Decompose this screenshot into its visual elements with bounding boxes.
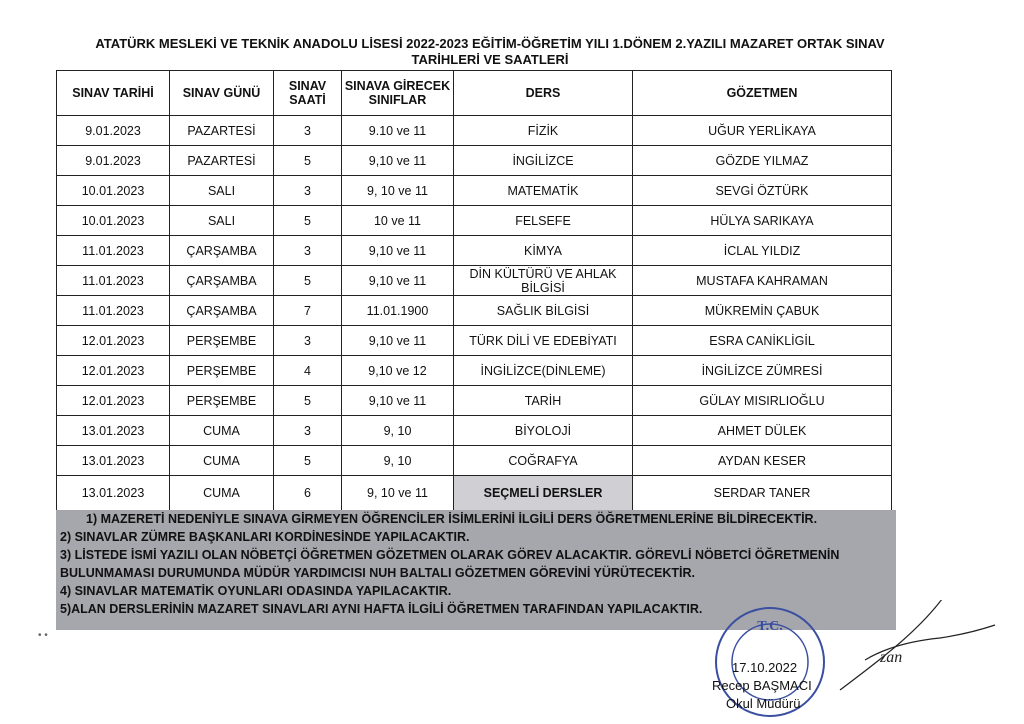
cell-course: DİN KÜLTÜRÜ VE AHLAK BİLGİSİ bbox=[454, 266, 633, 296]
cell-classes: 9,10 ve 12 bbox=[342, 356, 454, 386]
cell-proctor: AHMET DÜLEK bbox=[633, 416, 892, 446]
cell-day: CUMA bbox=[170, 446, 274, 476]
table-row bbox=[57, 146, 892, 176]
cell-classes: 9,10 ve 11 bbox=[342, 146, 454, 176]
signature-scribble: zan bbox=[880, 649, 903, 666]
table-row bbox=[57, 386, 892, 416]
cell-hour: 5 bbox=[274, 386, 342, 416]
table-row bbox=[57, 206, 892, 236]
cell-date: 13.01.2023 bbox=[57, 416, 170, 446]
cell-date: 11.01.2023 bbox=[57, 236, 170, 266]
col-header-course: DERS bbox=[454, 71, 633, 116]
table-row bbox=[57, 116, 892, 146]
table-header-row bbox=[57, 71, 892, 116]
cell-hour: 3 bbox=[274, 176, 342, 206]
cell-day: PERŞEMBE bbox=[170, 326, 274, 356]
cell-course: BİYOLOJİ bbox=[454, 416, 633, 446]
cell-course: İNGİLİZCE bbox=[454, 146, 633, 176]
note-3: 3) LİSTEDE İSMİ YAZILI OLAN NÖBETÇİ ÖĞRETMEN GÖZETMEN OLARAK GÖREV ALACAKTIR. GÖREVLİ NÖBETCİ ÖĞRETMENİN BULUNMAMASI DURUMUNDA MÜDÜR YARDIMCISI NUH BALTALI GÖZETMEN GÖREVİNİ YÜRÜTECEKTİR. bbox=[60, 548, 840, 580]
cell-classes: 9, 10 bbox=[342, 416, 454, 446]
cell-proctor: SERDAR TANER bbox=[633, 476, 892, 511]
cell-hour: 3 bbox=[274, 326, 342, 356]
cell-hour: 3 bbox=[274, 416, 342, 446]
cell-date: 12.01.2023 bbox=[57, 326, 170, 356]
cell-hour: 4 bbox=[274, 356, 342, 386]
cell-date: 13.01.2023 bbox=[57, 446, 170, 476]
cell-proctor: GÜLAY MISIRLIOĞLU bbox=[633, 386, 892, 416]
cell-course: TARİH bbox=[454, 386, 633, 416]
cell-course: SAĞLIK BİLGİSİ bbox=[454, 296, 633, 326]
cell-proctor: UĞUR YERLİKAYA bbox=[633, 116, 892, 146]
principal-role: Okul Müdürü bbox=[726, 696, 801, 711]
cell-course: TÜRK DİLİ VE EDEBİYATI bbox=[454, 326, 633, 356]
cell-date: 9.01.2023 bbox=[57, 146, 170, 176]
cell-course: İNGİLİZCE(DİNLEME) bbox=[454, 356, 633, 386]
cell-date: 9.01.2023 bbox=[57, 116, 170, 146]
signature-stroke-3 bbox=[940, 625, 995, 638]
cell-proctor: GÖZDE YILMAZ bbox=[633, 146, 892, 176]
title-line-1: ATATÜRK MESLEKİ VE TEKNİK ANADOLU LİSESİ 2022-2023 EĞİTİM-ÖĞRETİM YILI 1.DÖNEM 2.YAZILI MAZARET ORTAK SINAV bbox=[95, 36, 885, 51]
cell-hour: 3 bbox=[274, 116, 342, 146]
cell-course: COĞRAFYA bbox=[454, 446, 633, 476]
cell-proctor: İCLAL YILDIZ bbox=[633, 236, 892, 266]
cell-course: SEÇMELİ DERSLER bbox=[454, 476, 633, 511]
cell-classes: 9,10 ve 11 bbox=[342, 266, 454, 296]
col-header-hour: SINAV SAATİ bbox=[274, 71, 342, 116]
cell-hour: 5 bbox=[274, 206, 342, 236]
cell-date: 12.01.2023 bbox=[57, 356, 170, 386]
cell-proctor: İNGİLİZCE ZÜMRESİ bbox=[633, 356, 892, 386]
table-row bbox=[57, 236, 892, 266]
cell-classes: 9, 10 bbox=[342, 446, 454, 476]
cell-classes: 9, 10 ve 11 bbox=[342, 476, 454, 511]
cell-course: FİZİK bbox=[454, 116, 633, 146]
exam-schedule-table bbox=[56, 70, 892, 511]
cell-date: 13.01.2023 bbox=[57, 476, 170, 511]
cell-date: 11.01.2023 bbox=[57, 266, 170, 296]
title-line-2: TARİHLERİ VE SAATLERİ bbox=[411, 52, 569, 67]
cell-hour: 6 bbox=[274, 476, 342, 511]
col-header-proctor: GÖZETMEN bbox=[633, 71, 892, 116]
table-row bbox=[57, 356, 892, 386]
cell-classes: 11.01.1900 bbox=[342, 296, 454, 326]
cell-day: PERŞEMBE bbox=[170, 356, 274, 386]
cell-classes: 10 ve 11 bbox=[342, 206, 454, 236]
cell-proctor: MUSTAFA KAHRAMAN bbox=[633, 266, 892, 296]
cell-classes: 9,10 ve 11 bbox=[342, 236, 454, 266]
cell-day: ÇARŞAMBA bbox=[170, 296, 274, 326]
signature-stroke-1 bbox=[840, 600, 945, 690]
note-4: 4) SINAVLAR MATEMATİK OYUNLARI ODASINDA YAPILACAKTIR. bbox=[60, 584, 452, 598]
cell-classes: 9, 10 ve 11 bbox=[342, 176, 454, 206]
table-row bbox=[57, 326, 892, 356]
cell-hour: 3 bbox=[274, 236, 342, 266]
col-header-day: SINAV GÜNÜ bbox=[170, 71, 274, 116]
cell-hour: 5 bbox=[274, 446, 342, 476]
cell-day: ÇARŞAMBA bbox=[170, 236, 274, 266]
cell-day: ÇARŞAMBA bbox=[170, 266, 274, 296]
document-title bbox=[40, 36, 940, 68]
signature-date: 17.10.2022 bbox=[732, 660, 798, 675]
note-2: 2) SINAVLAR ZÜMRE BAŞKANLARI KORDİNESİNDE YAPILACAKTIR. bbox=[60, 530, 470, 544]
cell-course: FELSEFE bbox=[454, 206, 633, 236]
cell-course: MATEMATİK bbox=[454, 176, 633, 206]
cell-classes: 9,10 ve 11 bbox=[342, 326, 454, 356]
cell-hour: 5 bbox=[274, 146, 342, 176]
cell-course: KİMYA bbox=[454, 236, 633, 266]
table-row bbox=[57, 446, 892, 476]
scan-mark: • • bbox=[38, 630, 48, 641]
cell-day: CUMA bbox=[170, 476, 274, 511]
cell-proctor: ESRA CANİKLİGİL bbox=[633, 326, 892, 356]
table-row bbox=[57, 296, 892, 326]
cell-day: PAZARTESİ bbox=[170, 146, 274, 176]
cell-day: CUMA bbox=[170, 416, 274, 446]
note-5: 5)ALAN DERSLERİNİN MAZARET SINAVLARI AYNI HAFTA İLGİLİ ÖĞRETMEN TARAFINDAN YAPILACAKTIR. bbox=[60, 602, 703, 616]
table-row bbox=[57, 416, 892, 446]
cell-date: 10.01.2023 bbox=[57, 206, 170, 236]
stamp-text: T.C. bbox=[757, 619, 783, 634]
col-header-classes: SINAVA GİRECEK SINIFLAR bbox=[342, 71, 454, 116]
cell-proctor: SEVGİ ÖZTÜRK bbox=[633, 176, 892, 206]
col-header-date: SINAV TARİHİ bbox=[57, 71, 170, 116]
cell-classes: 9,10 ve 11 bbox=[342, 386, 454, 416]
cell-hour: 5 bbox=[274, 266, 342, 296]
cell-date: 12.01.2023 bbox=[57, 386, 170, 416]
cell-proctor: HÜLYA SARIKAYA bbox=[633, 206, 892, 236]
cell-hour: 7 bbox=[274, 296, 342, 326]
principal-name: Recep BAŞMACI bbox=[712, 678, 812, 693]
cell-date: 10.01.2023 bbox=[57, 176, 170, 206]
cell-day: PERŞEMBE bbox=[170, 386, 274, 416]
table-row bbox=[57, 266, 892, 296]
note-1: 1) MAZERETİ NEDENİYLE SINAVA GİRMEYEN ÖĞRENCİLER İSİMLERİNİ İLGİLİ DERS ÖĞRETMENLERİNE BİLDİRECEKTİR. bbox=[86, 512, 818, 526]
cell-day: PAZARTESİ bbox=[170, 116, 274, 146]
table-row bbox=[57, 476, 892, 511]
cell-proctor: AYDAN KESER bbox=[633, 446, 892, 476]
cell-day: SALI bbox=[170, 176, 274, 206]
cell-day: SALI bbox=[170, 206, 274, 236]
table-row bbox=[57, 176, 892, 206]
cell-proctor: MÜKREMİN ÇABUK bbox=[633, 296, 892, 326]
cell-date: 11.01.2023 bbox=[57, 296, 170, 326]
cell-classes: 9.10 ve 11 bbox=[342, 116, 454, 146]
